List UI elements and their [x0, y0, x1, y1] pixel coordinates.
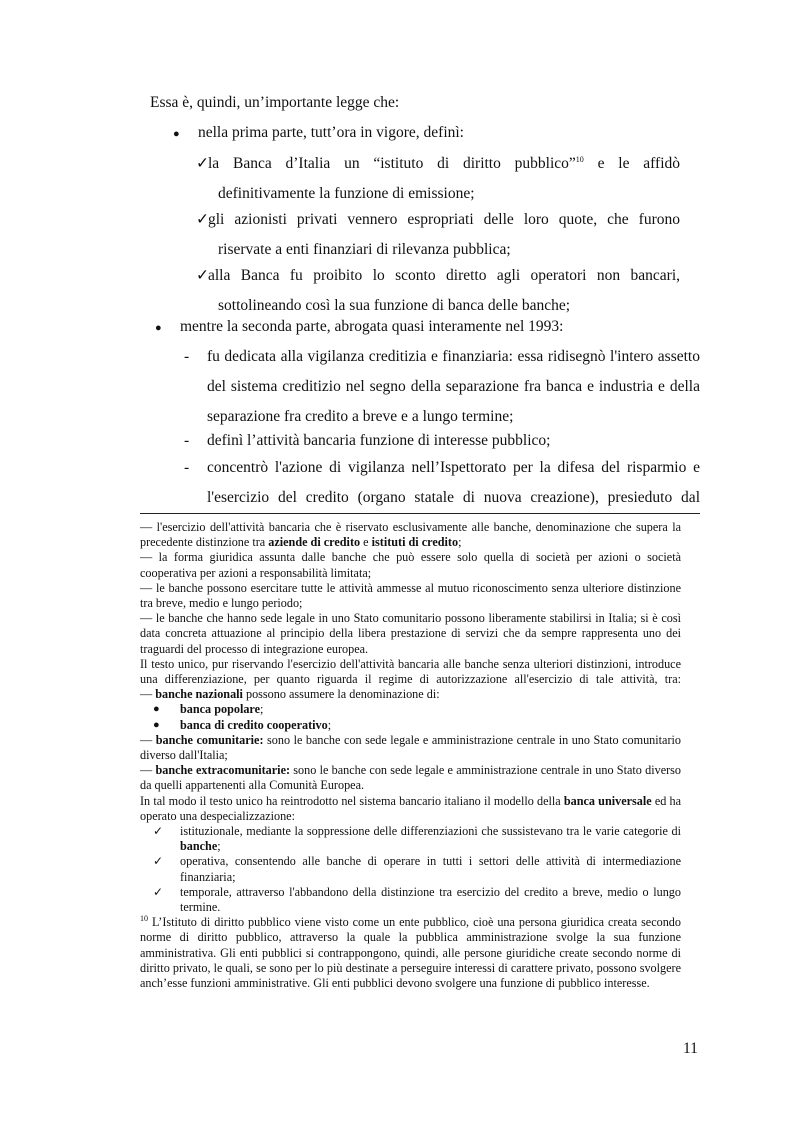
dash-item-text: concentrò l'azione di vigilanza nell’Ispettorato per la difesa del risparmio e l'esercizio del credito (organo statale di nuova creazione), presieduto dal — [207, 459, 700, 506]
footnote-separator — [140, 513, 700, 514]
footnote-check-item: ✓ operativa, consentendo alle banche di operare in tutti i settori delle attività di intermediazione finanziaria; — [153, 854, 681, 884]
dash-item — [184, 426, 700, 456]
checkmark-icon: ✓ — [153, 854, 164, 869]
dash-marker: - — [184, 432, 190, 449]
page-number: 11 — [683, 1040, 698, 1057]
footnote-ref-10[interactable]: 10 — [575, 154, 584, 164]
intro-paragraph: Essa è, quindi, un’importante legge che: — [150, 94, 400, 111]
check-item-text: la Banca d’Italia un “istituto di diritto pubblico”$^{10}$ e le affidò definitivamente la funzione di emissione; — [208, 154, 680, 202]
dash-item-text: definì l’attività bancaria funzione di interesse pubblico; — [207, 432, 551, 449]
footnote-check-item: ✓ istituzionale, mediante la soppressione delle differenziazioni che sussistevano tra le varie categorie di banche; — [153, 824, 681, 854]
footnote-number: 10 — [140, 914, 148, 924]
dash-item — [184, 342, 700, 432]
footnote-bullet-item: ● banca popolare; — [153, 702, 264, 717]
dash-item — [184, 453, 700, 513]
footnote-paragraph: — banche extracomunitarie: sono le banche con sede legale e amministrazione centrale in uno Stato diverso da quelli appartenenti alla Comunità Europea. — [140, 763, 681, 793]
footnote-paragraph: — le banche che hanno sede legale in uno Stato comunitario possono liberamente stabilirsi in Italia; si è così data concreta attuazione al principio della libera prestazione di servizi che da sempre rappresenta uno dei traguardi del processo di integrazione europea. — [140, 611, 681, 656]
footnote-10: $^{10}$ L’Istituto di diritto pubblico viene visto come un ente pubblico, cioè una persona giuridica creata secondo norme di diritto pubblico, attraverso la quale la pubblica amministrazione svolge la sua funzione amministrativa. Gli enti pubblici si contrappongono, quindi, alle persone giuridiche create secondo norme di diritto privato, le quali, se sono per lo più destinate a perseguire interessi di carattere privato, possono svolgere anch’esse funzioni amministrative. Gli enti pubblici devono svolgere una funzione di pubblico interesse. — [140, 914, 681, 991]
bullet-icon: ● — [173, 128, 180, 140]
bullet-icon: ● — [153, 718, 160, 731]
check-item — [196, 149, 680, 209]
checkmark-icon: ✓ — [153, 884, 164, 899]
footnote-paragraph: — banche comunitarie: sono le banche con sede legale e amministrazione centrale in uno Stato comunitario diverso dall'Italia; — [140, 732, 681, 763]
bullet-icon: ● — [155, 322, 162, 334]
check-item-text: alla Banca fu proibito lo sconto diretto agli operatori non bancari, sottolineando così la sua funzione di banca delle banche; — [208, 267, 680, 314]
bullet-item-first-part: nella prima parte, tutt’ora in vigore, definì: — [198, 124, 464, 141]
checkmark-icon: ✓ — [153, 824, 164, 839]
dash-marker: - — [184, 459, 190, 476]
checkmark-icon: ✓ — [196, 155, 209, 172]
footnotes — [140, 520, 681, 991]
footnote-paragraph: In tal modo il testo unico ha reintrodotto nel sistema bancario italiano il modello della banca universale ed ha operato una despecializzazione: — [140, 793, 681, 823]
checkmark-icon: ✓ — [196, 267, 209, 284]
footnote-paragraph: — la forma giuridica assunta dalle banche che può essere solo quella di società per azioni o società cooperativa per azioni a responsabilità limitata; — [140, 550, 681, 580]
footnote-check-item: ✓ temporale, attraverso l'abbandono della distinzione tra esercizio del credito a breve, medio o lungo termine. — [153, 884, 681, 915]
footnote-paragraph: — le banche possono esercitare tutte le attività ammesse al mutuo riconoscimento senza ulteriore distinzione tra breve, medio e lungo periodo; — [140, 580, 681, 611]
check-item — [196, 205, 680, 265]
dash-marker: - — [184, 348, 190, 365]
footnote-bullet-item: ● banca di credito cooperativo; — [153, 717, 332, 732]
checkmark-icon: ✓ — [196, 211, 209, 228]
dash-item-text: fu dedicata alla vigilanza creditizia e finanziaria: essa ridisegnò l'intero assetto del sistema creditizio nel segno della separazione fra banca e industria e della separazione fra credito a breve e a lungo termine; — [207, 348, 700, 425]
footnote-paragraph: Il testo unico, pur riservando l'esercizio dell'attività bancaria alle banche senza ulteriori distinzioni, introduce una differenziazione, per quanto riguarda il regime di autorizzazione all'esercizio di tale attività, tra: — [140, 656, 681, 687]
footnote-paragraph: — l'esercizio dell'attività bancaria che è riservato esclusivamente alle banche, denominazione che supera la precedente distinzione tra aziende di credito e istituti di credito; — [140, 520, 681, 550]
bullet-icon: ● — [153, 703, 160, 716]
check-item — [196, 261, 680, 321]
bullet-item-second-part: mentre la seconda parte, abrogata quasi interamente nel 1993: — [180, 318, 564, 335]
footnote-paragraph: — banche nazionali possono assumere la denominazione di: — [140, 687, 440, 702]
check-item-text: gli azionisti privati vennero espropriati delle loro quote, che furono riservate a enti finanziari di rilevanza pubblica; — [208, 211, 680, 258]
